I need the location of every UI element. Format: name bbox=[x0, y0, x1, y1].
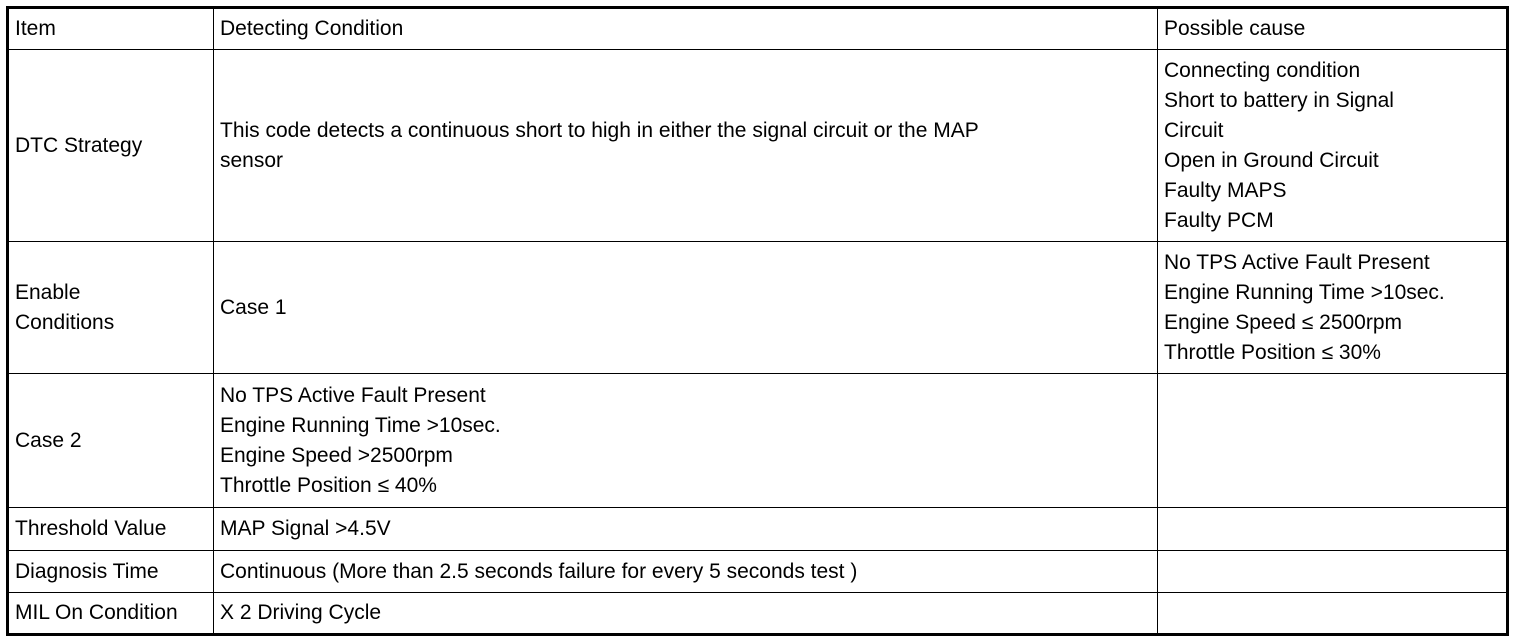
condition-dtc-strategy bbox=[214, 50, 1158, 242]
cause-line: Circuit bbox=[1164, 118, 1224, 142]
cause-mil-empty bbox=[1158, 593, 1508, 635]
condition-threshold-value: MAP Signal >4.5V bbox=[214, 508, 1158, 551]
table-row-diagnosis-time bbox=[8, 551, 1508, 593]
table-row-enable-conditions bbox=[8, 242, 1508, 374]
item-threshold-value: Threshold Value bbox=[8, 508, 214, 551]
item-case-2: Case 2 bbox=[8, 374, 214, 508]
condition-case-1: Case 1 bbox=[214, 242, 1158, 374]
item-mil-on-condition: MIL On Condition bbox=[8, 593, 214, 635]
item-diagnosis-time: Diagnosis Time bbox=[8, 551, 214, 593]
condition-case-2 bbox=[214, 374, 1158, 508]
item-enable-conditions bbox=[8, 242, 214, 374]
header-item: Item bbox=[8, 8, 214, 50]
cause-line: Faulty PCM bbox=[1164, 208, 1274, 232]
cause-line: Connecting condition bbox=[1164, 58, 1361, 82]
item-line: Enable bbox=[15, 280, 81, 304]
header-detecting-condition: Detecting Condition bbox=[214, 8, 1158, 50]
cause-enable-conditions bbox=[1158, 242, 1508, 374]
cause-dtc-strategy bbox=[1158, 50, 1508, 242]
condition-line: Engine Running Time >10sec. bbox=[220, 413, 501, 437]
header-row bbox=[8, 8, 1508, 50]
cause-line: Engine Running Time >10sec. bbox=[1164, 280, 1445, 304]
dtc-table bbox=[6, 6, 1509, 636]
condition-line: Throttle Position ≤ 40% bbox=[220, 473, 437, 497]
cause-line: No TPS Active Fault Present bbox=[1164, 250, 1430, 274]
table-row-mil-on-condition bbox=[8, 593, 1508, 635]
condition-line: Engine Speed >2500rpm bbox=[220, 443, 453, 467]
table-row-dtc-strategy bbox=[8, 50, 1508, 242]
cause-line: Open in Ground Circuit bbox=[1164, 148, 1379, 172]
cause-line: Throttle Position ≤ 30% bbox=[1164, 340, 1381, 364]
cause-case-2-empty bbox=[1158, 374, 1508, 508]
header-possible-cause: Possible cause bbox=[1158, 8, 1508, 50]
condition-diagnosis-time: Continuous (More than 2.5 seconds failure for every 5 seconds test ) bbox=[214, 551, 1158, 593]
table-row-case-2 bbox=[8, 374, 1508, 508]
condition-line: No TPS Active Fault Present bbox=[220, 383, 486, 407]
item-dtc-strategy: DTC Strategy bbox=[8, 50, 214, 242]
condition-line: This code detects a continuous short to high in either the signal circuit or the MAP bbox=[220, 118, 979, 142]
table-row-threshold-value bbox=[8, 508, 1508, 551]
condition-line: sensor bbox=[220, 148, 284, 172]
item-line: Conditions bbox=[15, 310, 115, 334]
cause-line: Faulty MAPS bbox=[1164, 178, 1287, 202]
condition-mil-on-condition: X 2 Driving Cycle bbox=[214, 593, 1158, 635]
cause-line: Engine Speed ≤ 2500rpm bbox=[1164, 310, 1403, 334]
cause-line: Short to battery in Signal bbox=[1164, 88, 1394, 112]
cause-diagnosis-empty bbox=[1158, 551, 1508, 593]
cause-threshold-empty bbox=[1158, 508, 1508, 551]
